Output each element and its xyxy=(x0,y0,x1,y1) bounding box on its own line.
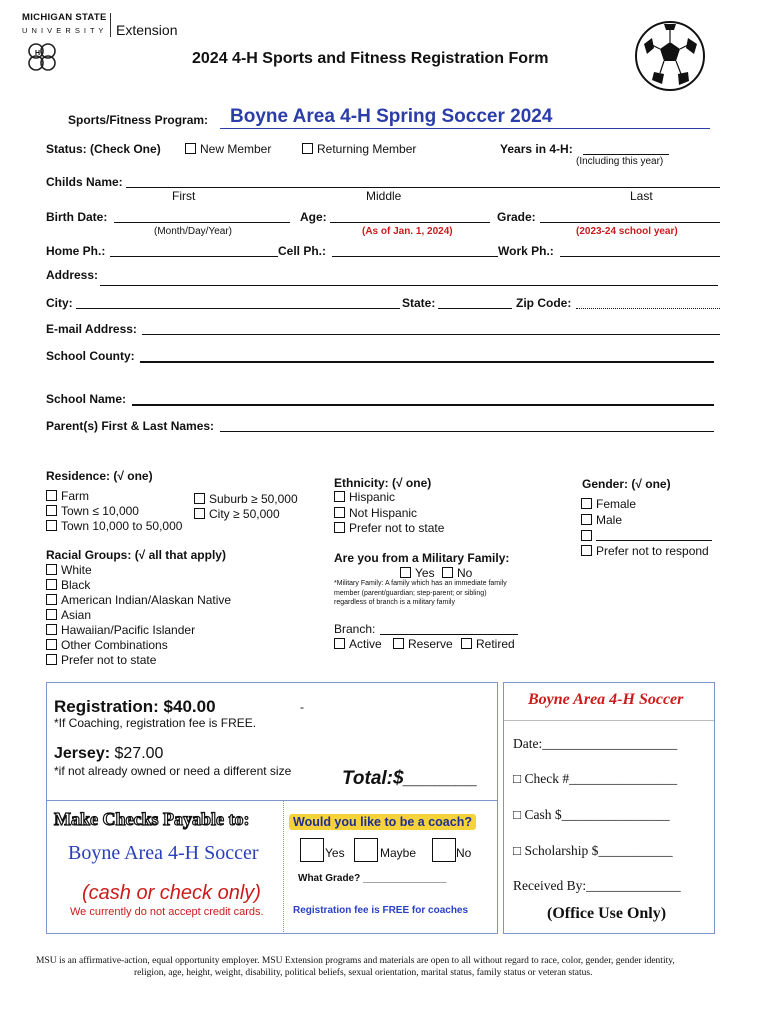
coach-no-label: No xyxy=(456,846,472,860)
ethnicity-not-hispanic[interactable]: Not Hispanic xyxy=(334,506,417,520)
age-field[interactable] xyxy=(330,222,490,223)
cell-phone-field[interactable] xyxy=(332,256,498,257)
military-no[interactable]: No xyxy=(442,566,472,580)
address-label: Address: xyxy=(46,268,99,282)
coach-maybe-label: Maybe xyxy=(380,846,417,860)
ethnicity-label: Ethnicity: (√ one) xyxy=(334,476,432,490)
coach-maybe-box[interactable] xyxy=(354,838,378,862)
new-member-option[interactable]: New Member xyxy=(185,142,271,156)
coach-question: Would you like to be a coach? xyxy=(289,814,476,830)
military-note-2: member (parent/guardian; step-parent; or sibling) xyxy=(334,590,487,597)
office-received-by[interactable]: Received By:______________ xyxy=(513,878,681,893)
logo-line1: MICHIGAN STATE xyxy=(22,12,107,23)
office-date[interactable]: Date:____________________ xyxy=(513,736,678,751)
residence-town-small[interactable]: Town ≤ 10,000 xyxy=(46,504,139,518)
last-label: Last xyxy=(630,189,653,203)
branch-retired[interactable]: Retired xyxy=(461,637,515,651)
residence-farm[interactable]: Farm xyxy=(46,489,89,503)
logo-divider xyxy=(110,13,111,37)
city-field[interactable] xyxy=(76,308,400,309)
program-label: Sports/Fitness Program: xyxy=(68,113,209,127)
office-scholarship[interactable]: □ Scholarship $___________ xyxy=(513,843,673,858)
gender-female[interactable]: Female xyxy=(581,497,636,511)
email-label: E-mail Address: xyxy=(46,322,137,336)
military-yes[interactable]: Yes xyxy=(400,566,435,580)
school-name-field[interactable] xyxy=(132,404,714,406)
gender-other[interactable] xyxy=(581,529,596,543)
residence-label: Residence: (√ one) xyxy=(46,469,153,483)
office-title: Boyne Area 4-H Soccer xyxy=(528,691,684,708)
grade-note: (2023-24 school year) xyxy=(576,226,678,237)
make-checks-payable: Make Checks Payable to: xyxy=(54,809,250,829)
office-check[interactable]: □ Check #________________ xyxy=(513,771,678,786)
coach-no-box[interactable] xyxy=(432,838,456,862)
gender-male[interactable]: Male xyxy=(581,513,622,527)
logo-line2: U N I V E R S I T Y xyxy=(22,26,105,35)
office-use-only: (Office Use Only) xyxy=(547,905,667,922)
racial-white[interactable]: White xyxy=(46,563,92,577)
middle-label: Middle xyxy=(366,189,402,203)
coach-yes-label: Yes xyxy=(325,846,345,860)
residence-suburb[interactable]: Suburb ≥ 50,000 xyxy=(194,492,298,506)
age-label: Age: xyxy=(300,210,327,224)
registration-fee: Registration: $40.00 xyxy=(54,697,216,716)
grade-field[interactable] xyxy=(540,222,720,223)
fees-divider xyxy=(47,800,497,801)
racial-american-indian[interactable]: American Indian/Alaskan Native xyxy=(46,593,231,607)
coach-divider xyxy=(283,801,284,932)
email-field[interactable] xyxy=(142,334,720,335)
cash-or-check: (cash or check only) xyxy=(82,882,261,904)
registration-note: *If Coaching, registration fee is FREE. xyxy=(54,716,257,730)
svg-text:H: H xyxy=(35,50,41,57)
office-cash[interactable]: □ Cash $________________ xyxy=(513,807,670,822)
child-name-label: Childs Name: xyxy=(46,175,123,189)
home-phone-field[interactable] xyxy=(110,256,278,257)
state-field[interactable] xyxy=(438,308,512,309)
residence-city[interactable]: City ≥ 50,000 xyxy=(194,507,280,521)
years-note: (Including this year) xyxy=(576,156,664,167)
soccer-ball-icon xyxy=(634,20,706,92)
program-underline xyxy=(220,128,710,129)
school-county-label: School County: xyxy=(46,349,135,363)
status-label: Status: (Check One) xyxy=(46,142,161,156)
racial-prefer-not[interactable]: Prefer not to state xyxy=(46,653,156,667)
racial-black[interactable]: Black xyxy=(46,578,90,592)
clover-icon xyxy=(24,40,60,76)
gender-prefer-not[interactable]: Prefer not to respond xyxy=(581,544,709,558)
military-label: Are you from a Military Family: xyxy=(334,551,510,565)
racial-hawaiian[interactable]: Hawaiian/Pacific Islander xyxy=(46,623,195,637)
ethnicity-hispanic[interactable]: Hispanic xyxy=(334,490,395,504)
work-phone-label: Work Ph.: xyxy=(498,244,554,258)
home-phone-label: Home Ph.: xyxy=(46,244,106,258)
years-label: Years in 4-H: xyxy=(500,142,573,156)
branch-field[interactable] xyxy=(380,634,518,635)
child-name-field[interactable] xyxy=(126,187,720,188)
gender-other-field[interactable] xyxy=(596,540,712,541)
returning-member-option[interactable]: Returning Member xyxy=(302,142,416,156)
age-note: (As of Jan. 1, 2024) xyxy=(362,226,453,237)
school-name-label: School Name: xyxy=(46,392,127,406)
footer-line-2: religion, age, height, weight, disability, political beliefs, sexual orientation, marital status, family status or veteran status. xyxy=(134,968,593,978)
parents-field[interactable] xyxy=(220,431,714,432)
birth-date-note: (Month/Day/Year) xyxy=(154,226,232,237)
branch-active[interactable]: Active xyxy=(334,637,382,651)
work-phone-field[interactable] xyxy=(560,256,720,257)
payable-name: Boyne Area 4-H Soccer xyxy=(68,842,259,864)
grade-label: Grade: xyxy=(497,210,536,224)
gender-label: Gender: (√ one) xyxy=(582,477,671,491)
military-note-1: *Military Family: A family which has an immediate family xyxy=(334,580,507,587)
years-field[interactable] xyxy=(583,154,669,155)
program-name: Boyne Area 4-H Spring Soccer 2024 xyxy=(230,106,553,127)
cell-phone-label: Cell Ph.: xyxy=(278,244,327,258)
racial-asian[interactable]: Asian xyxy=(46,608,91,622)
racial-groups-label: Racial Groups: (√ all that apply) xyxy=(46,548,226,562)
ethnicity-prefer-not[interactable]: Prefer not to state xyxy=(334,521,444,535)
footer-line-1: MSU is an affirmative-action, equal opportunity employer. MSU Extension programs and materials are open to all without regard to race, color, gender, gender identity, xyxy=(36,956,675,966)
address-field[interactable] xyxy=(100,285,718,286)
coach-yes-box[interactable] xyxy=(300,838,324,862)
zip-field[interactable] xyxy=(576,308,720,309)
zip-label: Zip Code: xyxy=(516,296,572,310)
parents-label: Parent(s) First & Last Names: xyxy=(46,419,215,433)
city-label: City: xyxy=(46,296,73,310)
office-divider xyxy=(504,720,714,721)
military-note-3: regardless of branch is a military family xyxy=(334,599,455,606)
branch-reserve[interactable]: Reserve xyxy=(393,637,453,651)
total-field[interactable]: Total:$_______ xyxy=(342,768,478,789)
no-credit-cards: We currently do not accept credit cards. xyxy=(70,906,264,918)
page-title: 2024 4-H Sports and Fitness Registration Form xyxy=(192,50,549,67)
fee-dash: - xyxy=(300,700,304,714)
jersey-fee: Jersey: $27.00 xyxy=(54,745,164,762)
branch-label: Branch: xyxy=(334,622,376,636)
first-label: First xyxy=(172,189,196,203)
school-county-field[interactable] xyxy=(140,361,714,363)
coach-free-note: Registration fee is FREE for coaches xyxy=(293,905,469,916)
jersey-note: *if not already owned or need a different size xyxy=(54,764,292,778)
racial-other[interactable]: Other Combinations xyxy=(46,638,168,652)
birth-date-label: Birth Date: xyxy=(46,210,108,224)
residence-town-mid[interactable]: Town 10,000 to 50,000 xyxy=(46,519,182,533)
birth-date-field[interactable] xyxy=(114,222,290,223)
coach-grade[interactable]: What Grade? _______________ xyxy=(298,873,447,884)
checkbox[interactable] xyxy=(302,143,313,154)
logo-extension: Extension xyxy=(116,22,178,38)
checkbox[interactable] xyxy=(185,143,196,154)
state-label: State: xyxy=(402,296,436,310)
